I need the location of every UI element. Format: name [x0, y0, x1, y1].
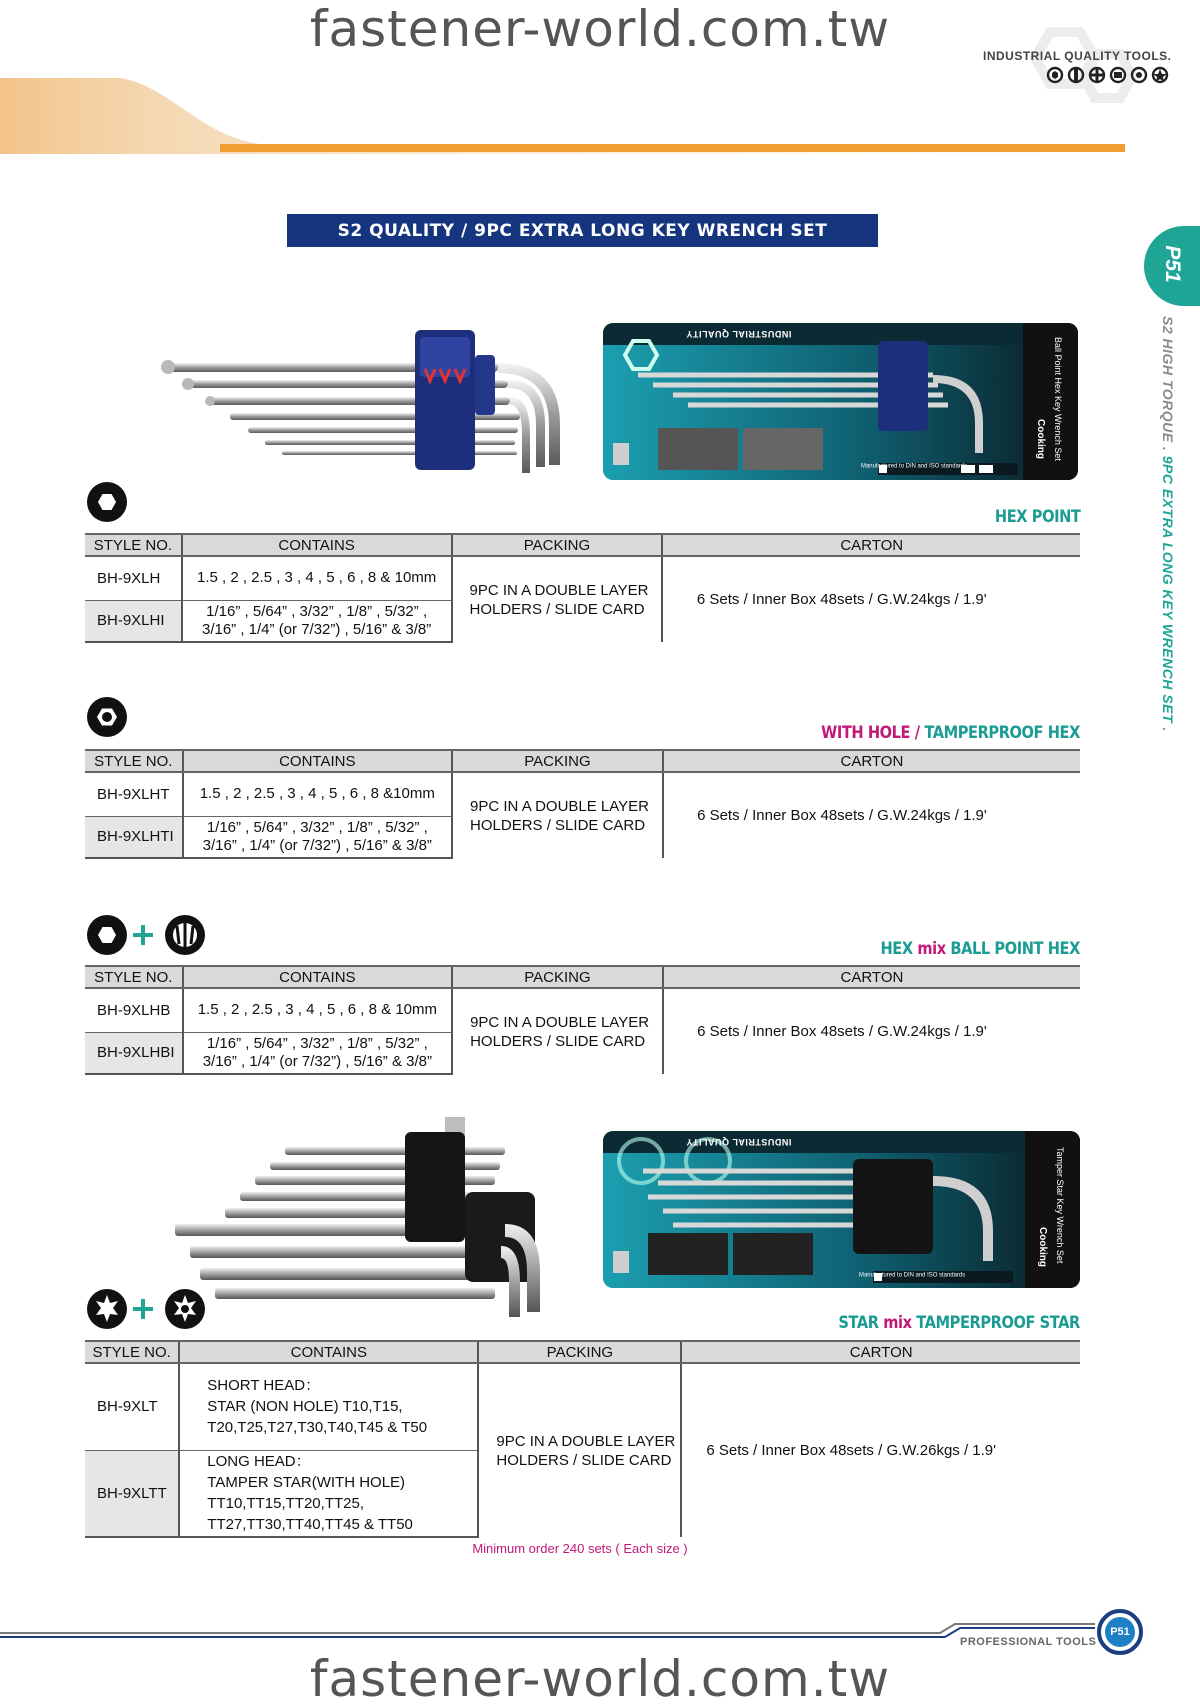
style-no: BH-9XLHT — [97, 785, 170, 803]
hex-point-icon — [85, 480, 129, 529]
site-url-bottom[interactable]: fastener-world.com.tw — [309, 1650, 891, 1708]
section-label-hex-point: HEX POINT — [994, 507, 1080, 527]
minimum-order-note: Minimum order 240 sets ( Each size ) — [472, 1541, 688, 1556]
contains: 1/16” , 5/64” , 3/32” , 1/8” , 5/32” , 3/16” , 1/4” (or 7/32”) , 5/16” & 3/8” — [183, 1032, 452, 1074]
footer-label: PROFESSIONAL TOOLS — [960, 1636, 1097, 1648]
col-carton: CARTON — [681, 1341, 1080, 1363]
style-no: BH-9XLTT — [85, 1450, 179, 1537]
card1-side-text: Ball Point Hex Key Wrench Set — [1053, 337, 1063, 461]
col-style: STYLE NO. — [85, 534, 182, 556]
carton: 6 Sets / Inner Box 48sets / G.W.26kgs / 1.9' — [681, 1363, 1080, 1537]
packaging-card-star — [603, 1131, 1080, 1288]
contains: 1.5 , 2 , 2.5 , 3 , 4 , 5 , 6 , 8 &10mm — [183, 772, 452, 816]
style-no: BH-9XLH — [97, 569, 161, 587]
contains: 1/16” , 5/64” , 3/32” , 1/8” , 5/32” , 3/16” , 1/4” (or 7/32”) , 5/16” & 3/8” — [182, 600, 452, 642]
col-packing: PACKING — [452, 966, 663, 988]
col-carton: CARTON — [663, 966, 1080, 988]
carton: 6 Sets / Inner Box 48sets / G.W.24kgs / 1.9' — [662, 556, 1080, 642]
card1-brand: Cooking — [1035, 419, 1046, 459]
style-no: BH-9XLHB — [97, 1001, 171, 1019]
packing: 9PC IN A DOUBLE LAYER HOLDERS / SLIDE CARD — [452, 556, 663, 642]
brand-tagline: INDUSTRIAL QUALITY TOOLS. — [983, 49, 1172, 63]
spec-table-hex-point — [85, 533, 1080, 643]
card2-banner-text: INDUSTRIAL QUALITY — [686, 1137, 792, 1147]
col-packing: PACKING — [478, 1341, 681, 1363]
contains: 1.5 , 2 , 2.5 , 3 , 4 , 5 , 6 , 8 & 10mm — [183, 988, 452, 1032]
col-contains: CONTAINS — [183, 966, 452, 988]
col-contains: CONTAINS — [179, 1341, 478, 1363]
carton: 6 Sets / Inner Box 48sets / G.W.24kgs / 1.9' — [663, 988, 1080, 1074]
col-packing: PACKING — [452, 534, 663, 556]
style-no: BH-9XLT — [97, 1398, 158, 1416]
page-title: S2 QUALITY / 9PC EXTRA LONG KEY WRENCH SET — [287, 214, 878, 247]
col-packing: PACKING — [452, 750, 663, 772]
spec-table-tamperproof-hex — [85, 749, 1080, 859]
section-label-tamperproof-hex: WITH HOLE / TAMPERPROOF HEX — [821, 723, 1080, 743]
section-label-hex-mix-ball: HEX mix BALL POINT HEX — [880, 939, 1080, 959]
spec-table-hex-mix-ball — [85, 965, 1080, 1075]
product-photo-ballpoint-keys — [160, 325, 580, 485]
page-tab: P51 — [1144, 226, 1200, 306]
col-carton: CARTON — [663, 750, 1080, 772]
contains: 1.5 , 2 , 2.5 , 3 , 4 , 5 , 6 , 8 & 10mm — [182, 556, 452, 600]
col-style: STYLE NO. — [85, 750, 183, 772]
card2-footer: Manufactured to DIN and ISO standards — [859, 1272, 966, 1278]
style-no: BH-9XLHI — [85, 600, 182, 642]
contains: LONG HEAD： TAMPER STAR(WITH HOLE) TT10,TT15,TT20,TT25, TT27,TT30,TT40,TT45 & TT50 — [179, 1450, 478, 1537]
packing: 9PC IN A DOUBLE LAYER HOLDERS / SLIDE CARD — [452, 772, 663, 858]
col-style: STYLE NO. — [85, 966, 183, 988]
spec-table-star-mix — [85, 1340, 1080, 1538]
site-url-top[interactable]: fastener-world.com.tw — [309, 0, 891, 58]
section-label-star-mix: STAR mix TAMPERPROOF STAR — [838, 1313, 1080, 1333]
card1-footer: Manufactured to DIN and ISO standards — [861, 463, 968, 469]
tamperproof-hex-icon — [85, 695, 129, 744]
col-contains: CONTAINS — [182, 534, 452, 556]
header-swoosh — [0, 78, 1125, 154]
packing: 9PC IN A DOUBLE LAYER HOLDERS / SLIDE CARD — [478, 1363, 681, 1537]
card2-side-text: Tamper Star Key Wrench Set — [1055, 1147, 1065, 1264]
carton: 6 Sets / Inner Box 48sets / G.W.24kgs / 1.9' — [663, 772, 1080, 858]
packaging-card-ballpoint — [603, 323, 1078, 480]
product-photo-star-keys — [175, 1112, 575, 1322]
footer-page-badge: P51 — [1097, 1609, 1143, 1655]
hex-plus-ball-icon — [85, 912, 210, 963]
col-style: STYLE NO. — [85, 1341, 179, 1363]
packing: 9PC IN A DOUBLE LAYER HOLDERS / SLIDE CARD — [452, 988, 663, 1074]
style-no: BH-9XLHBI — [85, 1032, 183, 1074]
card2-brand: Cooking — [1037, 1227, 1048, 1267]
star-plus-tamperstar-icon — [85, 1286, 210, 1337]
card1-banner-text: INDUSTRIAL QUALITY — [686, 329, 792, 339]
contains: 1/16” , 5/64” , 3/32” , 1/8” , 5/32” , 3/16” , 1/4” (or 7/32”) , 5/16” & 3/8” — [183, 816, 452, 858]
col-contains: CONTAINS — [183, 750, 452, 772]
style-no: BH-9XLHTI — [85, 816, 183, 858]
side-caption: S2 HIGH TORQUE . 9PC EXTRA LONG KEY WRENCH SET . — [1160, 316, 1176, 732]
contains: SHORT HEAD： STAR (NON HOLE) T10,T15, T20,T25,T27,T30,T40,T45 & T50 — [179, 1363, 478, 1450]
col-carton: CARTON — [662, 534, 1080, 556]
